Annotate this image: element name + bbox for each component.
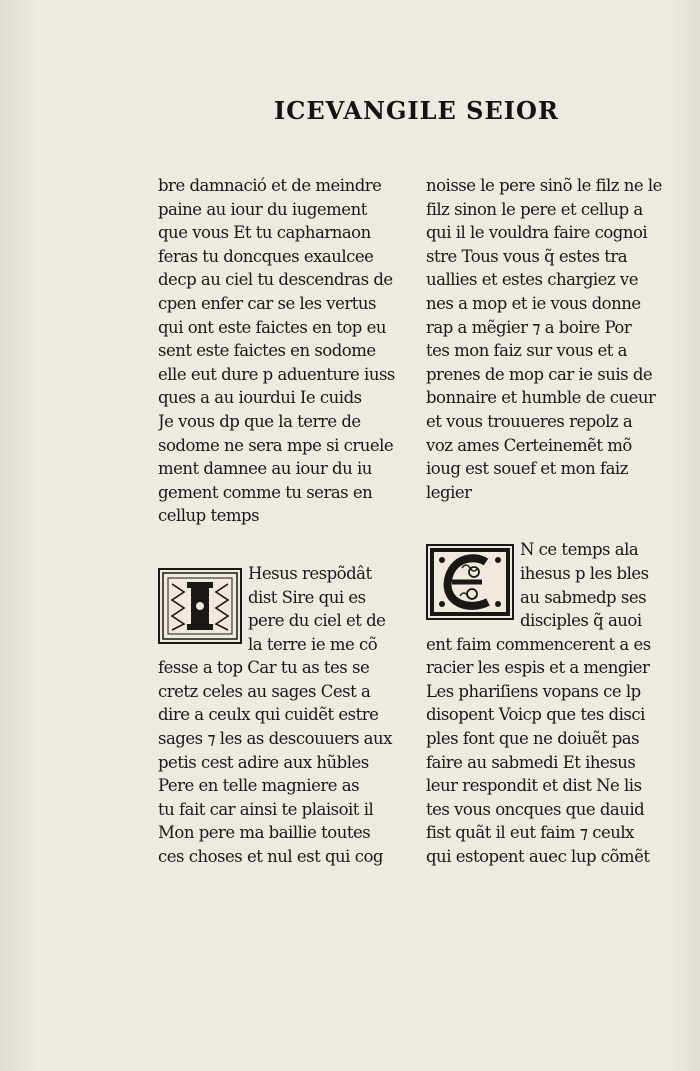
text-line: decp au ciel tu descendras de xyxy=(158,270,393,290)
left-paragraph-2 xyxy=(158,562,398,869)
text-line: ent faim commencerent a es xyxy=(426,634,651,654)
text-line: stre Tous vous q̃ estes tra xyxy=(426,246,628,266)
text-line: ples font que ne doiuẽt pas xyxy=(426,729,640,749)
text-line: Mon pere ma baillie toutes xyxy=(158,823,371,843)
text-line: Pere en telle magniere as xyxy=(158,776,360,796)
right-paragraph-1 xyxy=(426,174,662,504)
text-line: paine au iour du iugement xyxy=(158,199,367,219)
text-line: filz sinon le pere et cellup a xyxy=(426,199,643,219)
initial-row xyxy=(426,538,662,632)
text-line: cpen enfer car se les vertus xyxy=(158,293,376,313)
text-line: dire a ceulx qui cuidẽt estre xyxy=(158,705,379,725)
text-line: cretz celes au sages Cest a xyxy=(158,681,371,701)
text-line: disopent Voicp que tes disci xyxy=(426,705,645,725)
text-line: cellup temps xyxy=(158,506,260,526)
text-line: noisse le pere sinõ le filz ne le xyxy=(426,176,662,195)
text-line: Hesus respõdât xyxy=(248,563,372,583)
text-line: tes vous oncques que dauid xyxy=(426,799,645,819)
text-line: que vous Et tu capharnaon xyxy=(158,223,371,243)
running-head: ICEVANGILE SEIOR xyxy=(274,96,559,125)
text-line: voz ames Certeinemẽt mõ xyxy=(426,435,632,455)
text-line: leur respondit et dist Ne lis xyxy=(426,776,642,796)
text-line: elle eut dure p aduenture iuss xyxy=(158,364,395,384)
text-line: tu fait car ainsi te plaisoit il xyxy=(158,799,374,819)
paragraph-gap xyxy=(158,528,398,562)
text-line: ment damnee au iour du iu xyxy=(158,459,372,479)
decorated-initial-i-icon xyxy=(158,568,242,644)
left-column xyxy=(158,174,398,869)
text-line: Je vous dp que la terre de xyxy=(158,411,361,431)
text-line: petis cest adire aux hũbles xyxy=(158,752,369,772)
text-line: et vous trouueres repolz a xyxy=(426,411,633,431)
text-line: N ce temps ala xyxy=(520,540,639,560)
text-line: disciples q̃ auoi xyxy=(520,611,642,631)
text-line: prenes de mop car ie suis de xyxy=(426,364,653,384)
text-line: racier les espis et a mengier xyxy=(426,658,650,678)
text-line: ques a au iourdui Ie cuids xyxy=(158,388,362,408)
text-line: nes a mop et ie vous donne xyxy=(426,293,641,313)
text-line: uallies et estes chargiez ve xyxy=(426,270,638,290)
text-line: ces choses et nul est qui cog xyxy=(158,847,383,867)
text-line: qui ont este faictes en top eu xyxy=(158,317,386,337)
right-column xyxy=(426,174,662,869)
text-line: fesse a top Car tu as tes se xyxy=(158,658,370,678)
decorated-initial-e-icon xyxy=(426,544,514,620)
text-line: la terre ie me cõ xyxy=(248,634,378,654)
initial-i-artwork xyxy=(160,570,240,642)
text-line: dist Sire qui es xyxy=(248,587,366,607)
text-line: tes mon faiz sur vous et a xyxy=(426,341,628,361)
text-line: sages ⁊ les as descouuers aux xyxy=(158,729,392,749)
right-paragraph-2 xyxy=(426,538,662,868)
text-line: gement comme tu seras en xyxy=(158,482,373,502)
initial-e-artwork xyxy=(428,546,512,618)
text-line: qui il le vouldra faire cognoi xyxy=(426,223,648,243)
text-line: ihesus p les bles xyxy=(520,563,649,583)
paragraph-gap xyxy=(426,504,662,538)
indented-lines xyxy=(520,538,662,632)
indented-lines xyxy=(248,562,398,656)
text-line: qui estopent auec lup cõmẽt xyxy=(426,847,650,867)
left-paragraph-1 xyxy=(158,174,398,528)
text-line: bre damnació et de meindre xyxy=(158,176,382,195)
text-line: au sabmedp ses xyxy=(520,587,647,607)
text-line: ioug est souef et mon faiz xyxy=(426,459,628,479)
text-line: Les phariſiens vopans ce lp xyxy=(426,681,641,701)
text-line: rap a mẽgier ⁊ a boire Por xyxy=(426,317,632,337)
initial-row xyxy=(158,562,398,656)
text-line: faire au sabmedi Et ihesus xyxy=(426,752,636,772)
text-line: pere du ciel et de xyxy=(248,611,386,631)
text-line: bonnaire et humble de cueur xyxy=(426,388,656,408)
text-line: legier xyxy=(426,482,472,502)
text-line: fist quãt il eut faim ⁊ ceulx xyxy=(426,823,634,843)
text-line: sodome ne sera mpe si cruele xyxy=(158,435,394,455)
text-line: feras tu doncques exaulcee xyxy=(158,246,374,266)
text-line: sent este faictes en sodome xyxy=(158,341,376,361)
